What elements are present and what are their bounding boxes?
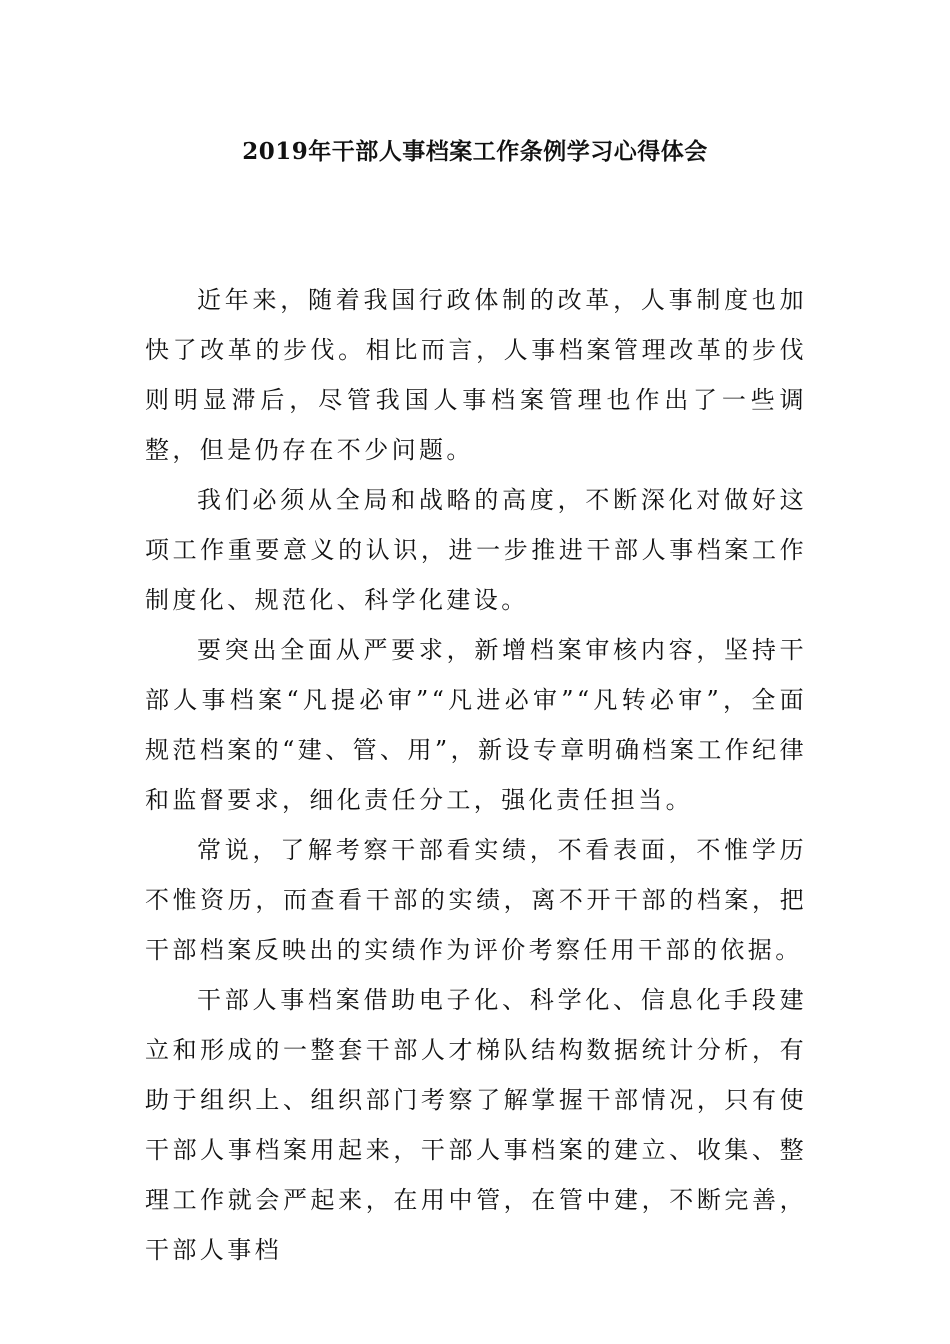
paragraph-3: 要突出全面从严要求，新增档案审核内容，坚持干部人事档案“凡提必审”“凡进必审”“凡转必审”，全面规范档案的“建、管、用”，新设专章明确档案工作纪律和监督要求，细化责任分工，强化责任担当。	[145, 636, 807, 814]
paragraph-4: 常说，了解考察干部看实绩，不看表面，不惟学历不惟资历，而查看干部的实绩，离不开干部的档案，把干部档案反映出的实绩作为评价考察任用干部的依据。	[145, 836, 807, 964]
paragraph-2: 我们必须从全局和战略的高度，不断深化对做好这项工作重要意义的认识，进一步推进干部人事档案工作制度化、规范化、科学化建设。	[145, 486, 807, 614]
paragraph-1: 近年来，随着我国行政体制的改革，人事制度也加快了改革的步伐。相比而言，人事档案管理改革的步伐则明显滞后，尽管我国人事档案管理也作出了一些调整，但是仍存在不少问题。	[145, 286, 807, 464]
document-title: 2019年干部人事档案工作条例学习心得体会	[242, 138, 708, 165]
paragraph-5: 干部人事档案借助电子化、科学化、信息化手段建立和形成的一整套干部人才梯队结构数据统计分析，有助于组织上、组织部门考察了解掌握干部情况，只有使干部人事档案用起来，干部人事档案的建立、收集、整理工作就会严起来，在用中管，在管中建，不断完善，干部人事档	[145, 986, 807, 1264]
document-body	[145, 275, 807, 1275]
